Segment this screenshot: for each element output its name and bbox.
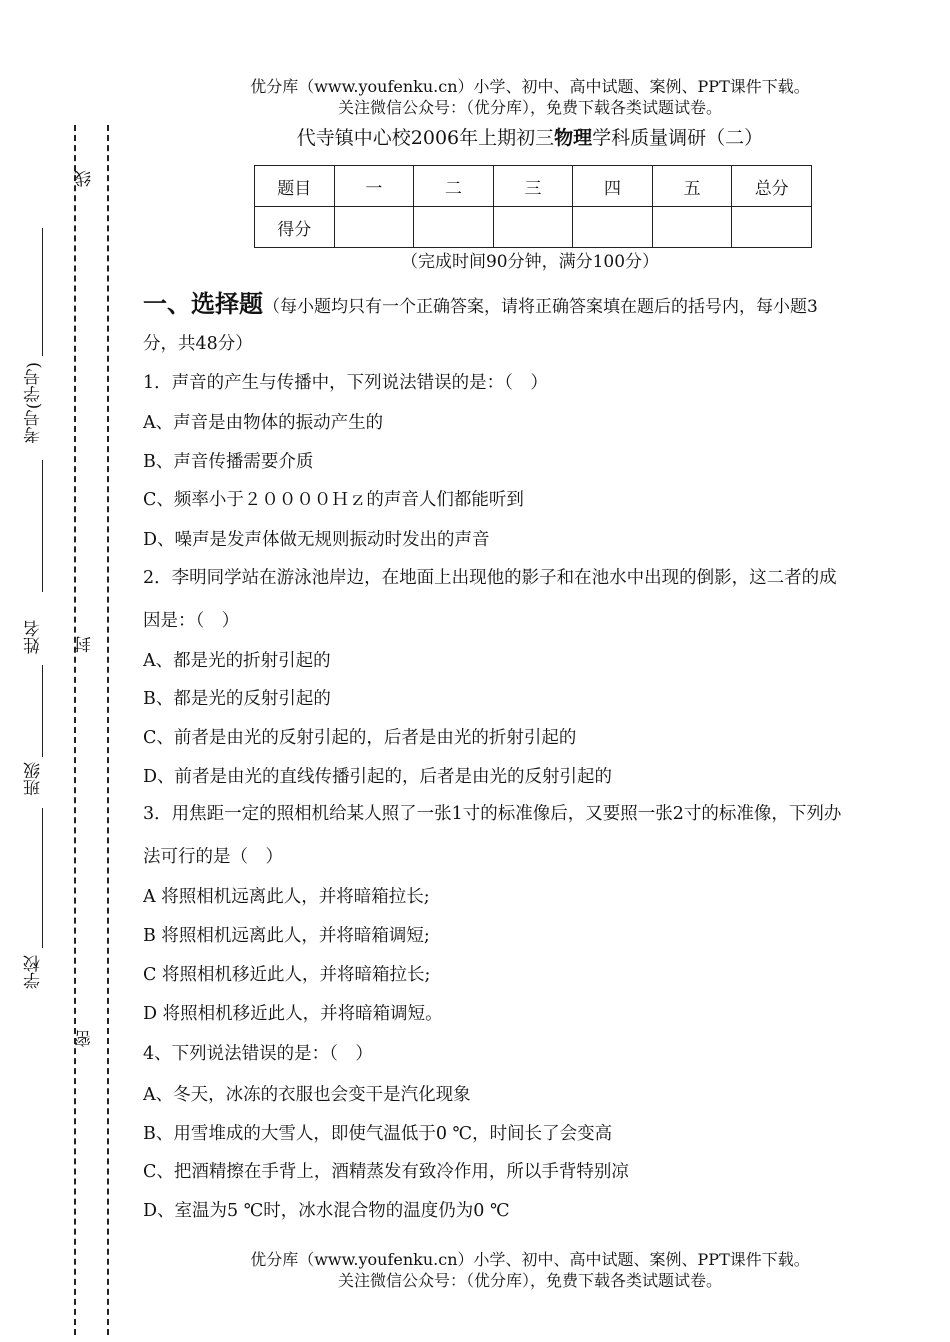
q4-option-b: B、用雪堆成的大雪人，即使气温低于0 ℃，时间长了会变高 (143, 1124, 613, 1144)
time-note: （完成时间90分钟，满分100分） (400, 252, 660, 272)
q3-option-d: D 将照相机移近此人，并将暗箱调短。 (143, 1004, 443, 1024)
score-cell (414, 207, 494, 248)
class-label: 班级 (24, 762, 44, 796)
score-cell (652, 207, 732, 248)
score-header-cell: 题目 (255, 166, 335, 207)
q1-option-a: A、声音是由物体的振动产生的 (143, 413, 384, 433)
header-line-2: 关注微信公众号：（优分库），免费下载各类试题试卷。 (337, 98, 722, 117)
title-subject: 物理 (554, 127, 593, 149)
section-instructions-cont: 分，共48分） (143, 334, 253, 354)
score-header-cell: 二 (414, 166, 494, 207)
score-cell (732, 207, 812, 248)
q2-option-b: B、都是光的反射引起的 (143, 689, 331, 709)
q2-stem-cont: 因是：（ ） (143, 611, 240, 631)
title-prefix: 代寺镇中心校2006年上期初三 (296, 127, 555, 149)
q1-stem: 1．声音的产生与传播中，下列说法错误的是：（ ） (143, 373, 548, 393)
name-underline (42, 665, 43, 757)
binding-seal-label: 封 (75, 636, 95, 653)
exam-number-label: 考号(学号) (24, 362, 44, 444)
score-cell (334, 207, 414, 248)
score-header-cell: 五 (652, 166, 732, 207)
school-label: 学校 (24, 955, 44, 989)
q2-option-c: C、前者是由光的反射引起的，后者是由光的折射引起的 (143, 728, 577, 748)
score-header-cell: 三 (493, 166, 573, 207)
score-header-cell: 四 (573, 166, 653, 207)
q4-option-a: A、冬天，冰冻的衣服也会变干是汽化现象 (143, 1085, 471, 1105)
score-table (254, 165, 812, 248)
score-header-cell: 一 (334, 166, 414, 207)
page-title (0, 126, 950, 150)
q2-stem: 2．李明同学站在游泳池岸边，在地面上出现他的影子和在池水中出现的倒影，这二者的成 (143, 568, 837, 588)
binding-line-label: 线 (75, 170, 95, 187)
score-cell (573, 207, 653, 248)
exam-number-underline-lower (42, 460, 43, 592)
binding-dashed-line-inner (107, 125, 109, 1335)
footer-line-2: 关注微信公众号：（优分库），免费下载各类试题试卷。 (337, 1271, 722, 1290)
q2-option-d: D、前者是由光的直线传播引起的，后者是由光的反射引起的 (143, 767, 613, 787)
q1-option-d: D、噪声是发声体做无规则振动时发出的声音 (143, 530, 490, 550)
score-table-header-row (255, 166, 812, 207)
section-heading: 一、选择题 (143, 290, 263, 318)
exam-number-underline (42, 228, 43, 356)
section-instructions: （每小题均只有一个正确答案，请将正确答案填在题后的括号内，每小题3 (263, 297, 818, 317)
q1-option-b: B、声音传播需要介质 (143, 452, 314, 472)
binding-secret-label: 密 (75, 1030, 95, 1047)
footer-line-1: 优分库（www.youfenku.cn）小学、初中、高中试题、案例、PPT课件下载。 (250, 1250, 810, 1269)
score-header-cell: 总分 (732, 166, 812, 207)
class-underline (42, 808, 43, 948)
q2-option-a: A、都是光的折射引起的 (143, 651, 331, 671)
q4-option-c: C、把酒精擦在手背上，酒精蒸发有致冷作用，所以手背特别凉 (143, 1162, 629, 1182)
q1-option-c: C、频率小于２００００Ｈｚ的声音人们都能听到 (143, 490, 524, 510)
binding-dashed-line-outer (74, 125, 76, 1335)
q3-option-a: A 将照相机远离此人，并将暗箱拉长; (143, 887, 430, 907)
q3-stem: 3．用焦距一定的照相机给某人照了一张1寸的标准像后，又要照一张2寸的标准像，下列办 (143, 804, 842, 824)
q4-stem: 4、下列说法错误的是：（ ） (143, 1044, 373, 1064)
header-line-1: 优分库（www.youfenku.cn）小学、初中、高中试题、案例、PPT课件下载。 (250, 77, 810, 96)
q3-option-c: C 将照相机移近此人，并将暗箱拉长; (143, 965, 431, 985)
score-row-label: 得分 (255, 207, 335, 248)
q3-option-b: B 将照相机远离此人，并将暗箱调短; (143, 926, 430, 946)
score-table-score-row (255, 207, 812, 248)
section-heading-line (143, 290, 818, 321)
title-suffix: 学科质量调研（二） (592, 127, 764, 149)
q4-option-d: D、室温为5 ℃时，冰水混合物的温度仍为0 ℃ (143, 1201, 510, 1221)
q3-stem-cont: 法可行的是（ ） (143, 847, 283, 867)
name-label: 姓名 (24, 620, 44, 654)
score-cell (493, 207, 573, 248)
